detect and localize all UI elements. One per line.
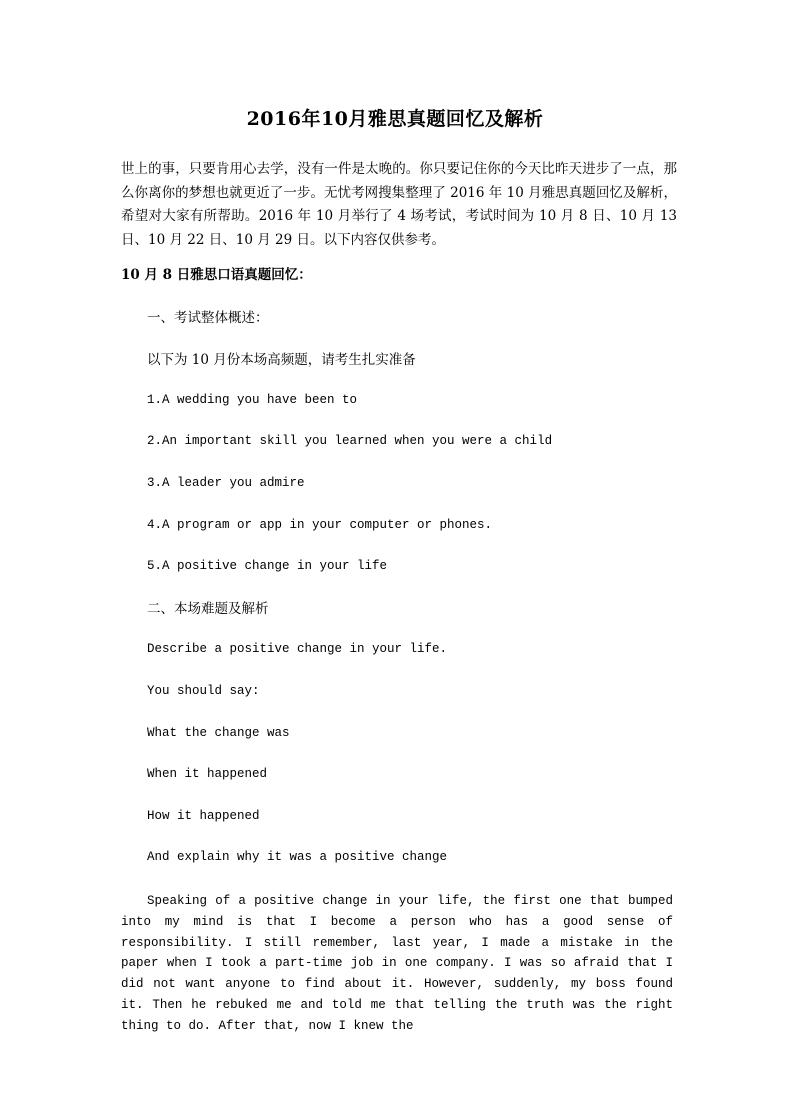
topic-item-3: 3.A leader you admire xyxy=(147,476,305,490)
topic-item-4: 4.A program or app in your computer or phones. xyxy=(147,518,493,532)
cue-card-point-2: When it happened xyxy=(147,767,268,781)
cue-card-should-say: You should say: xyxy=(147,684,260,698)
cue-card-point-1: What the change was xyxy=(147,726,290,740)
topic-item-2: 2.An important skill you learned when you were a child xyxy=(147,434,553,448)
cue-card-point-3: How it happened xyxy=(147,809,260,823)
part1-heading: 一、考试整体概述： xyxy=(147,310,269,326)
topic-item-1: 1.A wedding you have been to xyxy=(147,393,358,407)
cue-card-prompt: Describe a positive change in your life. xyxy=(147,642,448,656)
document-title: 2016年10月雅思真题回忆及解析 xyxy=(246,108,544,130)
topic-item-5: 5.A positive change in your life xyxy=(147,559,388,573)
part1-note: 以下为 10 月份本场高频题，请考生扎实准备 xyxy=(147,352,416,368)
sample-answer-paragraph: Speaking of a positive change in your life, the first one that bumped into my mind is that I become a person who has a good sense of responsibility. I still remember, last year, I made a mistake in the paper when I took a part-time job in one company. I was so afraid that I did not want anyone to find about it. However, suddenly, my boss found it. Then he rebuked me and told me that telling the truth was the right thing to do. After that, now I knew the xyxy=(121,894,673,1033)
cue-card-point-4: And explain why it was a positive change xyxy=(147,850,448,864)
section-heading: 10 月 8 日雅思口语真题回忆： xyxy=(121,267,312,283)
part2-heading: 二、本场难题及解析 xyxy=(147,601,269,617)
intro-paragraph: 世上的事，只要肯用心去学，没有一件是太晚的。你只要记住你的今天比昨天进步了一点，那么你离你的梦想也就更近了一步。无忧考网搜集整理了 2016 年 10 月雅思真题回忆及解析，希望对大家有所帮助。2016 年 10 月举行了 4 场考试，考试时间为 10 月 8 日、10 月 13 日、10 月 22 日、10 月 29 日。以下内容仅供参考。 xyxy=(121,161,677,248)
